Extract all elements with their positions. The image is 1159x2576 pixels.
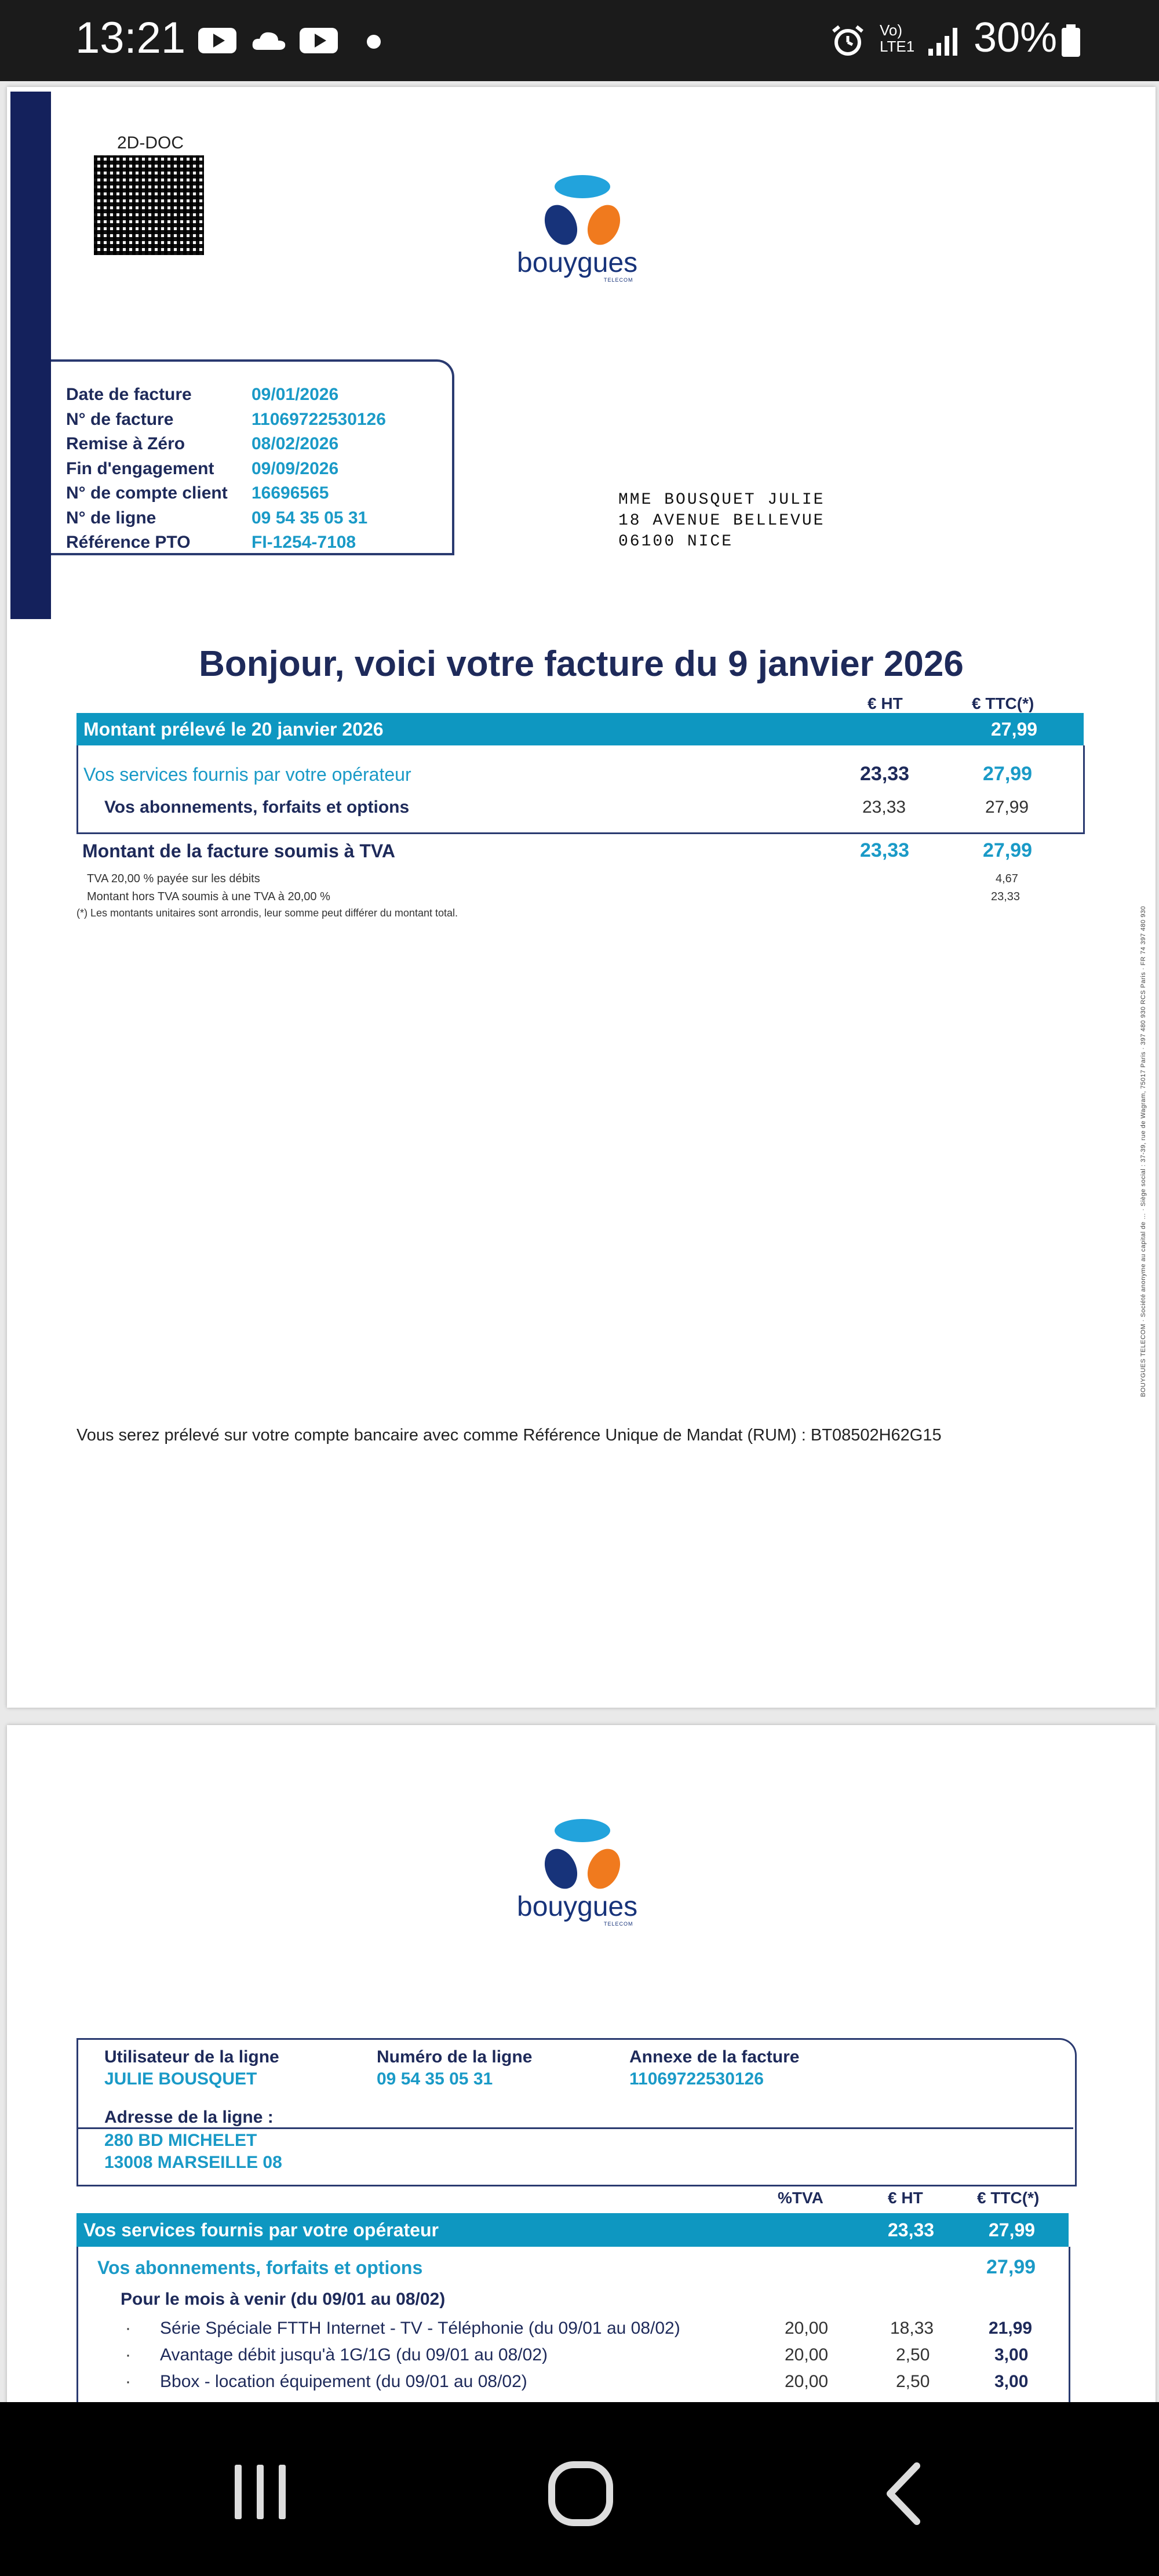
status-bar (0, 0, 1159, 81)
info-label-reset: Remise à Zéro (66, 434, 185, 453)
youtube-icon (197, 23, 238, 58)
footnote: (*) Les montants unitaires sont arrondis, leur somme peut différer du montant total. (76, 907, 458, 919)
annex-label: Annexe de la facture (629, 2047, 800, 2066)
tva-line-1: TVA 20,00 % payée sur les débits (87, 872, 260, 885)
info-value-account: 16696565 (252, 483, 329, 503)
item-tva: 20,00 (785, 2345, 829, 2364)
item-ht: 18,33 (890, 2319, 934, 2338)
invoice-page-1[interactable] (7, 87, 1156, 1708)
services-band-label: Vos services fournis par votre opérateur (83, 2220, 439, 2240)
tva-total-label: Montant de la facture soumis à TVA (82, 841, 395, 861)
info-label-invoice-number: N° de facture (66, 409, 174, 429)
services-band-ht: 23,33 (888, 2220, 935, 2240)
subs-label: Vos abonnements, forfaits et options (97, 2257, 423, 2278)
logo-text: bouygues (517, 1891, 638, 1922)
logo-mark-icon (539, 174, 626, 249)
item-ht: 2,50 (896, 2372, 930, 2391)
address-label: Adresse de la ligne : (104, 2108, 274, 2127)
item-ttc: 21,99 (989, 2319, 1033, 2338)
list-item: · Avantage débit jusqu'à 1G/1G (du 09/01 au 08/02) (125, 2345, 548, 2364)
list-item: · Bbox - location équipement (du 09/01 au 08/02) (125, 2372, 527, 2391)
bouygues-logo (517, 174, 656, 290)
col-header-tva: %TVA (778, 2189, 823, 2207)
item-ttc: 3,00 (994, 2372, 1029, 2391)
info-label-commitment-end: Fin d'engagement (66, 459, 214, 478)
services-band (76, 2213, 1069, 2247)
col-header-ht: € HT (888, 2189, 923, 2207)
recipient-address: MME BOUSQUET JULIE 18 AVENUE BELLEVUE 06100 NICE (618, 491, 825, 551)
line-address: 280 BD MICHELET 13008 MARSEILLE 08 (104, 2131, 282, 2172)
signal-icon (926, 23, 967, 58)
info-value-line: 09 54 35 05 31 (252, 508, 368, 527)
tva-line-2-value: 23,33 (991, 890, 1020, 903)
info-label-account: N° de compte client (66, 483, 228, 503)
datamatrix-code (94, 155, 204, 255)
logo-mark-icon (539, 1818, 626, 1893)
col-header-ht: € HT (868, 694, 903, 712)
item-tva: 20,00 (785, 2319, 829, 2338)
notification-dot-icon (365, 23, 382, 58)
info-value-reset: 08/02/2026 (252, 434, 339, 453)
rum-notice: Vous serez prélevé sur votre compte bancaire avec comme Référence Unique de Mandat (RUM) : BT08502H62G15 (76, 1426, 942, 1445)
back-icon[interactable] (881, 2460, 927, 2527)
legal-side-text: BOUYGUES TELECOM · Société anonyme au capital de … · Siège social : 37-39, rue de Wagram, 75017 Paris · 397 480 930 RCS Paris · FR 74 397 480 930 (1140, 905, 1147, 1397)
list-item: · Série Spéciale FTTH Internet - TV - Téléphonie (du 09/01 au 08/02) (125, 2319, 680, 2338)
tva-line-1-value: 4,67 (996, 872, 1018, 885)
amount-band (76, 713, 1084, 745)
line-info-divider (76, 2127, 1073, 2129)
services-label: Vos services fournis par votre opérateur (83, 764, 411, 785)
battery-icon (1058, 23, 1084, 58)
recent-apps-icon[interactable] (229, 2460, 293, 2524)
doc-code-label: 2D-DOC (117, 133, 184, 152)
invoice-title: Bonjour, voici votre facture du 9 janvier 2026 (199, 644, 964, 684)
amount-band-label: Montant prélevé le 20 janvier 2026 (83, 719, 384, 740)
cloud-icon (249, 23, 290, 58)
home-icon[interactable] (547, 2460, 614, 2527)
info-labels (66, 383, 228, 555)
logo-sub: TELECOM (604, 1921, 633, 1927)
info-value-pto: FI-1254-7108 (252, 533, 356, 552)
volte-label: Vo) LTE1 (880, 21, 915, 55)
services-ttc: 27,99 (983, 763, 1033, 785)
tva-line-2: Montant hors TVA soumis à une TVA à 20,00 % (87, 890, 330, 903)
youtube-icon (298, 23, 339, 58)
android-nav-bar (0, 2402, 1159, 2576)
bouygues-logo-2 (517, 1818, 656, 1934)
services-band-ttc: 27,99 (989, 2220, 1036, 2240)
info-values (252, 383, 386, 555)
item-tva: 20,00 (785, 2372, 829, 2391)
alarm-icon (828, 23, 868, 58)
info-label-line: N° de ligne (66, 508, 156, 527)
status-time: 13:21 (75, 13, 186, 63)
subs-ht: 23,33 (862, 798, 906, 817)
info-label-date: Date de facture (66, 385, 192, 404)
tva-total-ttc: 27,99 (983, 839, 1033, 861)
tva-total-ht: 23,33 (860, 839, 910, 861)
logo-sub: TELECOM (604, 277, 633, 283)
period-label: Pour le mois à venir (du 09/01 au 08/02) (121, 2290, 446, 2309)
amount-band-ttc: 27,99 (991, 719, 1038, 740)
item-ht: 2,50 (896, 2345, 930, 2364)
col-header-ttc: € TTC(*) (977, 2189, 1040, 2207)
annex-value: 11069722530126 (629, 2069, 764, 2089)
item-ttc: 3,00 (994, 2345, 1029, 2364)
user-label: Utilisateur de la ligne (104, 2047, 279, 2066)
invoice-page-2[interactable] (7, 1725, 1156, 2409)
line-number-label: Numéro de la ligne (377, 2047, 533, 2066)
col-header-ttc: € TTC(*) (972, 694, 1034, 712)
services-ht: 23,33 (860, 763, 910, 785)
info-label-pto: Référence PTO (66, 533, 191, 552)
info-value-commitment-end: 09/09/2026 (252, 459, 339, 478)
subs-ttc: 27,99 (986, 2256, 1036, 2278)
subs-label: Vos abonnements, forfaits et options (104, 798, 410, 817)
logo-text: bouygues (517, 248, 638, 278)
services-box (76, 745, 1085, 834)
subs-ttc: 27,99 (985, 798, 1029, 817)
left-accent-bar (10, 92, 51, 619)
line-number-value: 09 54 35 05 31 (377, 2069, 493, 2089)
user-value: JULIE BOUSQUET (104, 2069, 257, 2089)
info-value-invoice-number: 11069722530126 (252, 409, 386, 429)
info-value-date: 09/01/2026 (252, 385, 339, 404)
battery-percent: 30% (974, 14, 1058, 61)
